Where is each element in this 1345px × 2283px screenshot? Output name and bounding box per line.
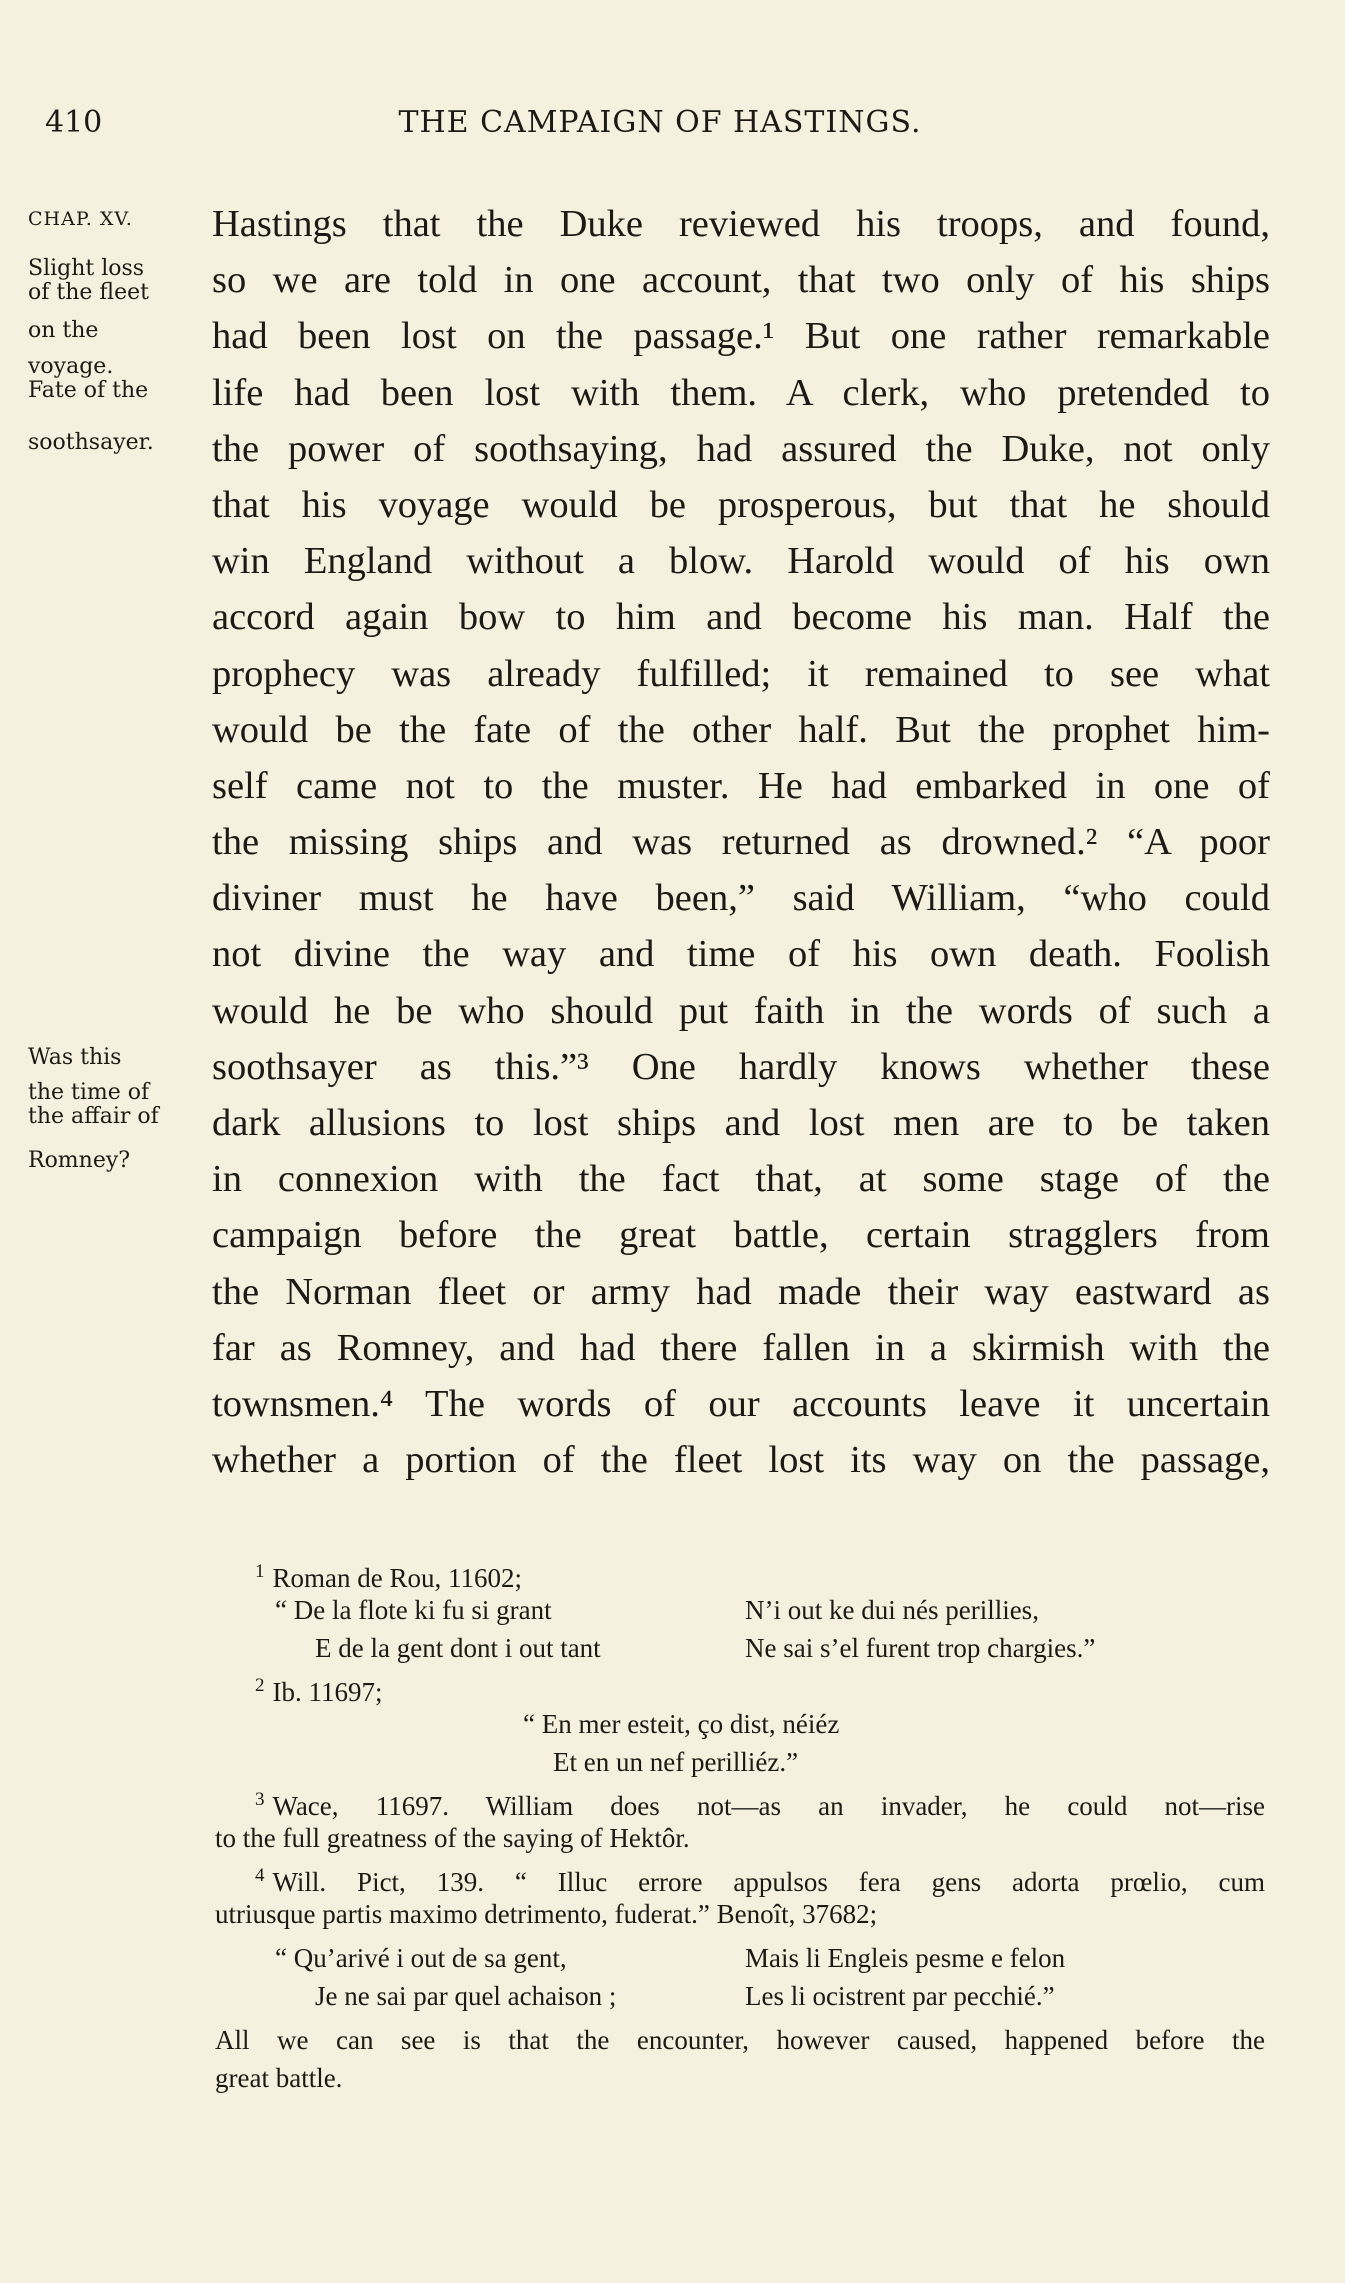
footnote-text: to the full greatness of the saying of Hektôr. [215,1823,690,1853]
verse-line: E de la gent dont i out tant [315,1633,601,1663]
footnote-number: 1 [255,1561,265,1582]
text-line: prophecy was already fulfilled; it remained to see what [212,652,1270,695]
text-line: accord again bow to him and become his man. Half the [212,596,1270,639]
footnote-text: utriusque partis maximo detrimento, fuderat.” Benoît, 37682; [215,1899,878,1929]
text-line: whether a portion of the fleet lost its way on the passage, [212,1439,1270,1482]
text-line: diviner must he have been,” said William, “who could [212,877,1270,920]
text-line: win England without a blow. Harold would of his own [212,540,1270,583]
margin-note-line: soothsayer. [28,430,154,455]
text-line: the Norman fleet or army had made their way eastward as [212,1270,1270,1313]
text-line: townsmen.⁴ The words of our accounts leave it uncertain [212,1382,1270,1425]
footnote-number: 2 [255,1675,265,1696]
text-line: soothsayer as this.”³ One hardly knows whether these [212,1045,1270,1088]
text-line: Hastings that the Duke reviewed his troops, and found, [212,203,1270,245]
text-line: campaign before the great battle, certain stragglers from [212,1214,1270,1257]
margin-note-line: on the [28,318,99,343]
margin-note-line: the affair of [28,1104,159,1129]
footnote-2 [215,1667,1275,1705]
text-line: far as Romney, and had there fallen in a skirmish with the [212,1326,1270,1369]
text-line: the power of soothsaying, had assured the Duke, not only [212,427,1270,470]
footnote-text: All we can see is that the encounter, however caused, happened before the [215,2025,1265,2055]
text-line: the missing ships and was returned as drowned.² “A poor [212,821,1270,864]
text-line: that his voyage would be prosperous, but that he should [212,483,1270,526]
text-line: would be the fate of the other half. But the prophet him- [212,708,1270,751]
running-title: THE CAMPAIGN OF HASTINGS. [398,105,922,140]
text-line: dark allusions to lost ships and lost men are to be taken [212,1102,1270,1144]
page-number: 410 [45,105,103,140]
text-line: not divine the way and time of his own death. Foolish [212,933,1270,976]
text-line: self came not to the muster. He had embarked in one of [212,764,1270,807]
footnotes [215,1553,1275,2097]
margin-note-line: Was this [28,1045,122,1070]
margin-note-line: Slight loss [28,256,145,281]
verse-line: Je ne sai par quel achaison ; [315,1981,617,2011]
footnote-3 [215,1781,1275,1819]
footnote-4-verse [215,1939,1275,2015]
text-line: in connexion with the fact that, at some stage of the [212,1158,1270,1201]
footnote-number: 4 [255,1865,265,1886]
footnote-text: great battle. [215,2063,343,2093]
text-line: had been lost on the passage.¹ But one rather remarkable [212,315,1270,358]
footnote-number: 3 [255,1789,265,1810]
footnote-text: Ib. 11697; [272,1677,383,1707]
footnote-1-verse [215,1591,1275,1667]
verse-line: N’i out ke dui nés perillies, [745,1595,1039,1625]
verse-line: “ En mer esteit, ço dist, néiéz [523,1709,840,1739]
text-line: would he be who should put faith in the words of such a [212,989,1270,1032]
footnote-text: Wace, 11697. William does not—as an invader, he could not—rise [272,1791,1265,1821]
margin-note-line: of the fleet [28,280,149,305]
footnote-text: Roman de Rou, 11602; [272,1563,522,1593]
text-line: life had been lost with them. A clerk, who pretended to [212,371,1270,414]
margin-note-line: voyage. [28,354,114,379]
chapter-label: CHAP. XV. [28,208,133,230]
main-text [212,196,1270,1488]
verse-line: “ De la flote ki fu si grant [275,1595,552,1625]
verse-line: Et en un nef perilliéz.” [553,1747,799,1777]
verse-line: “ Qu’arivé i out de sa gent, [275,1943,567,1973]
margin-note-line: Fate of the [28,378,149,403]
margin-note-line: the time of [28,1080,150,1105]
verse-line: Mais li Engleis pesme e felon [745,1943,1066,1973]
margin-note-line: Romney? [28,1148,131,1173]
page-header [45,105,1275,145]
verse-line: Ne sai s’el furent trop chargies.” [745,1633,1096,1663]
footnote-text: Will. Pict, 139. “ Illuc errore appulsos fera gens adorta prœlio, cum [272,1867,1265,1897]
verse-line: Les li ocistrent par pecchié.” [745,1981,1055,2011]
footnote-1 [215,1553,1275,1591]
footnote-2-verse [215,1705,1275,1781]
footnote-4 [215,1857,1275,1895]
text-line: so we are told in one account, that two only of his ships [212,259,1270,302]
